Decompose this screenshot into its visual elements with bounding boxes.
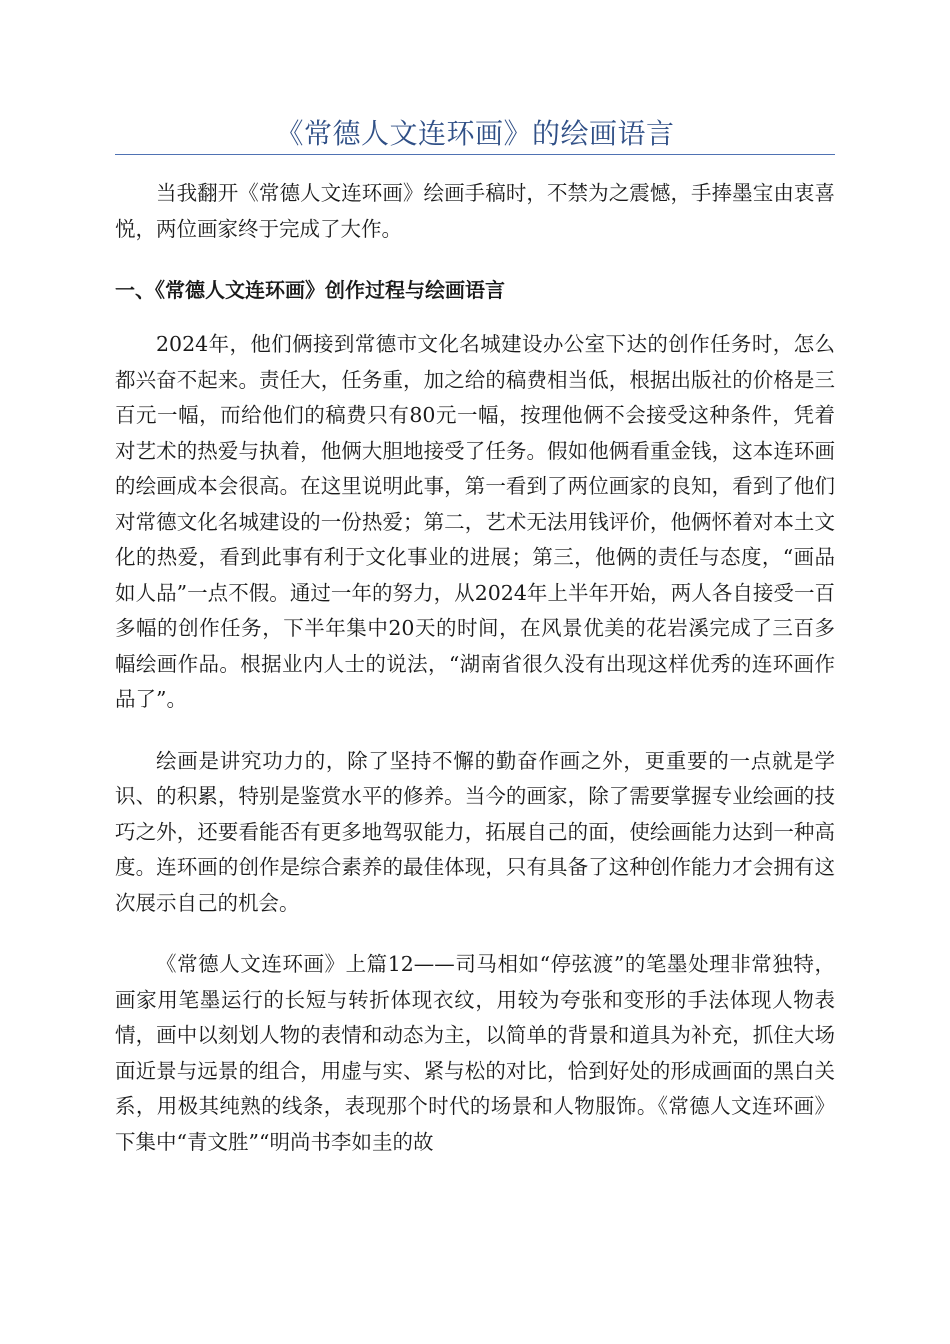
body-paragraph: 绘画是讲究功力的，除了坚持不懈的勤奋作画之外，更重要的一点就是学识、的积累，特别是鉴赏水平的修养。当今的画家，除了需要掌握专业绘画的技巧之外，还要看能否有更多地驾驭能力，拓展自己的面，使绘画能力达到一种高度。连环画的创作是综合素养的最佳体现，只有具备了这种创作能力才会拥有这次展示自己的机会。 (115, 748, 835, 915)
body-paragraph: 《常德人文连环画》上篇12——司马相如“停弦渡”的笔墨处理非常独特，画家用笔墨运行的长短与转折体现衣纹，用较为夸张和变形的手法体现人物表情，画中以刻划人物的表情和动态为主，以简单的背景和道具为补充，抓住大场面近景与远景的组合，用虚与实、紧与松的对比，恰到好处的形成画面的黑白关系，用极其纯熟的线条，表现那个时代的场景和人物服饰。《常德人文连环画》下集中“青文胜”“明尚书李如圭的故 (115, 952, 835, 1154)
document-page (115, 0, 835, 1160)
section-heading: 一、《常德人文连环画》创作过程与绘画语言 (115, 278, 505, 302)
intro-paragraph: 当我翻开《常德人文连环画》绘画手稿时，不禁为之震憾，手捧墨宝由衷喜悦，两位画家终于完成了大作。 (115, 181, 835, 241)
title-underline (115, 154, 835, 155)
document-title: 《常德人文连环画》的绘画语言 (275, 117, 675, 150)
body-paragraph: 2024年，他们俩接到常德市文化名城建设办公室下达的创作任务时，怎么都兴奋不起来。责任大，任务重，加之给的稿费相当低，根据出版社的价格是三百元一幅，而给他们的稿费只有80元一幅，按理他俩不会接受这种条件，凭着对艺术的热爱与执着，他俩大胆地接受了任务。假如他俩看重金钱，这本连环画的绘画成本会很高。在这里说明此事，第一看到了两位画家的良知，看到了他们对常德文化名城建设的一份热爱；第二，艺术无法用钱评价，他俩怀着对本土文化的热爱，看到此事有利于文化事业的进展；第三，他俩的责任与态度，“画品如人品”一点不假。通过一年的努力，从2024年上半年开始，两人各自接受一百多幅的创作任务，下半年集中20天的时间，在风景优美的花岩溪完成了三百多幅绘画作品。根据业内人士的说法，“湖南省很久没有出现这样优秀的连环画作品了”。 (115, 332, 835, 711)
